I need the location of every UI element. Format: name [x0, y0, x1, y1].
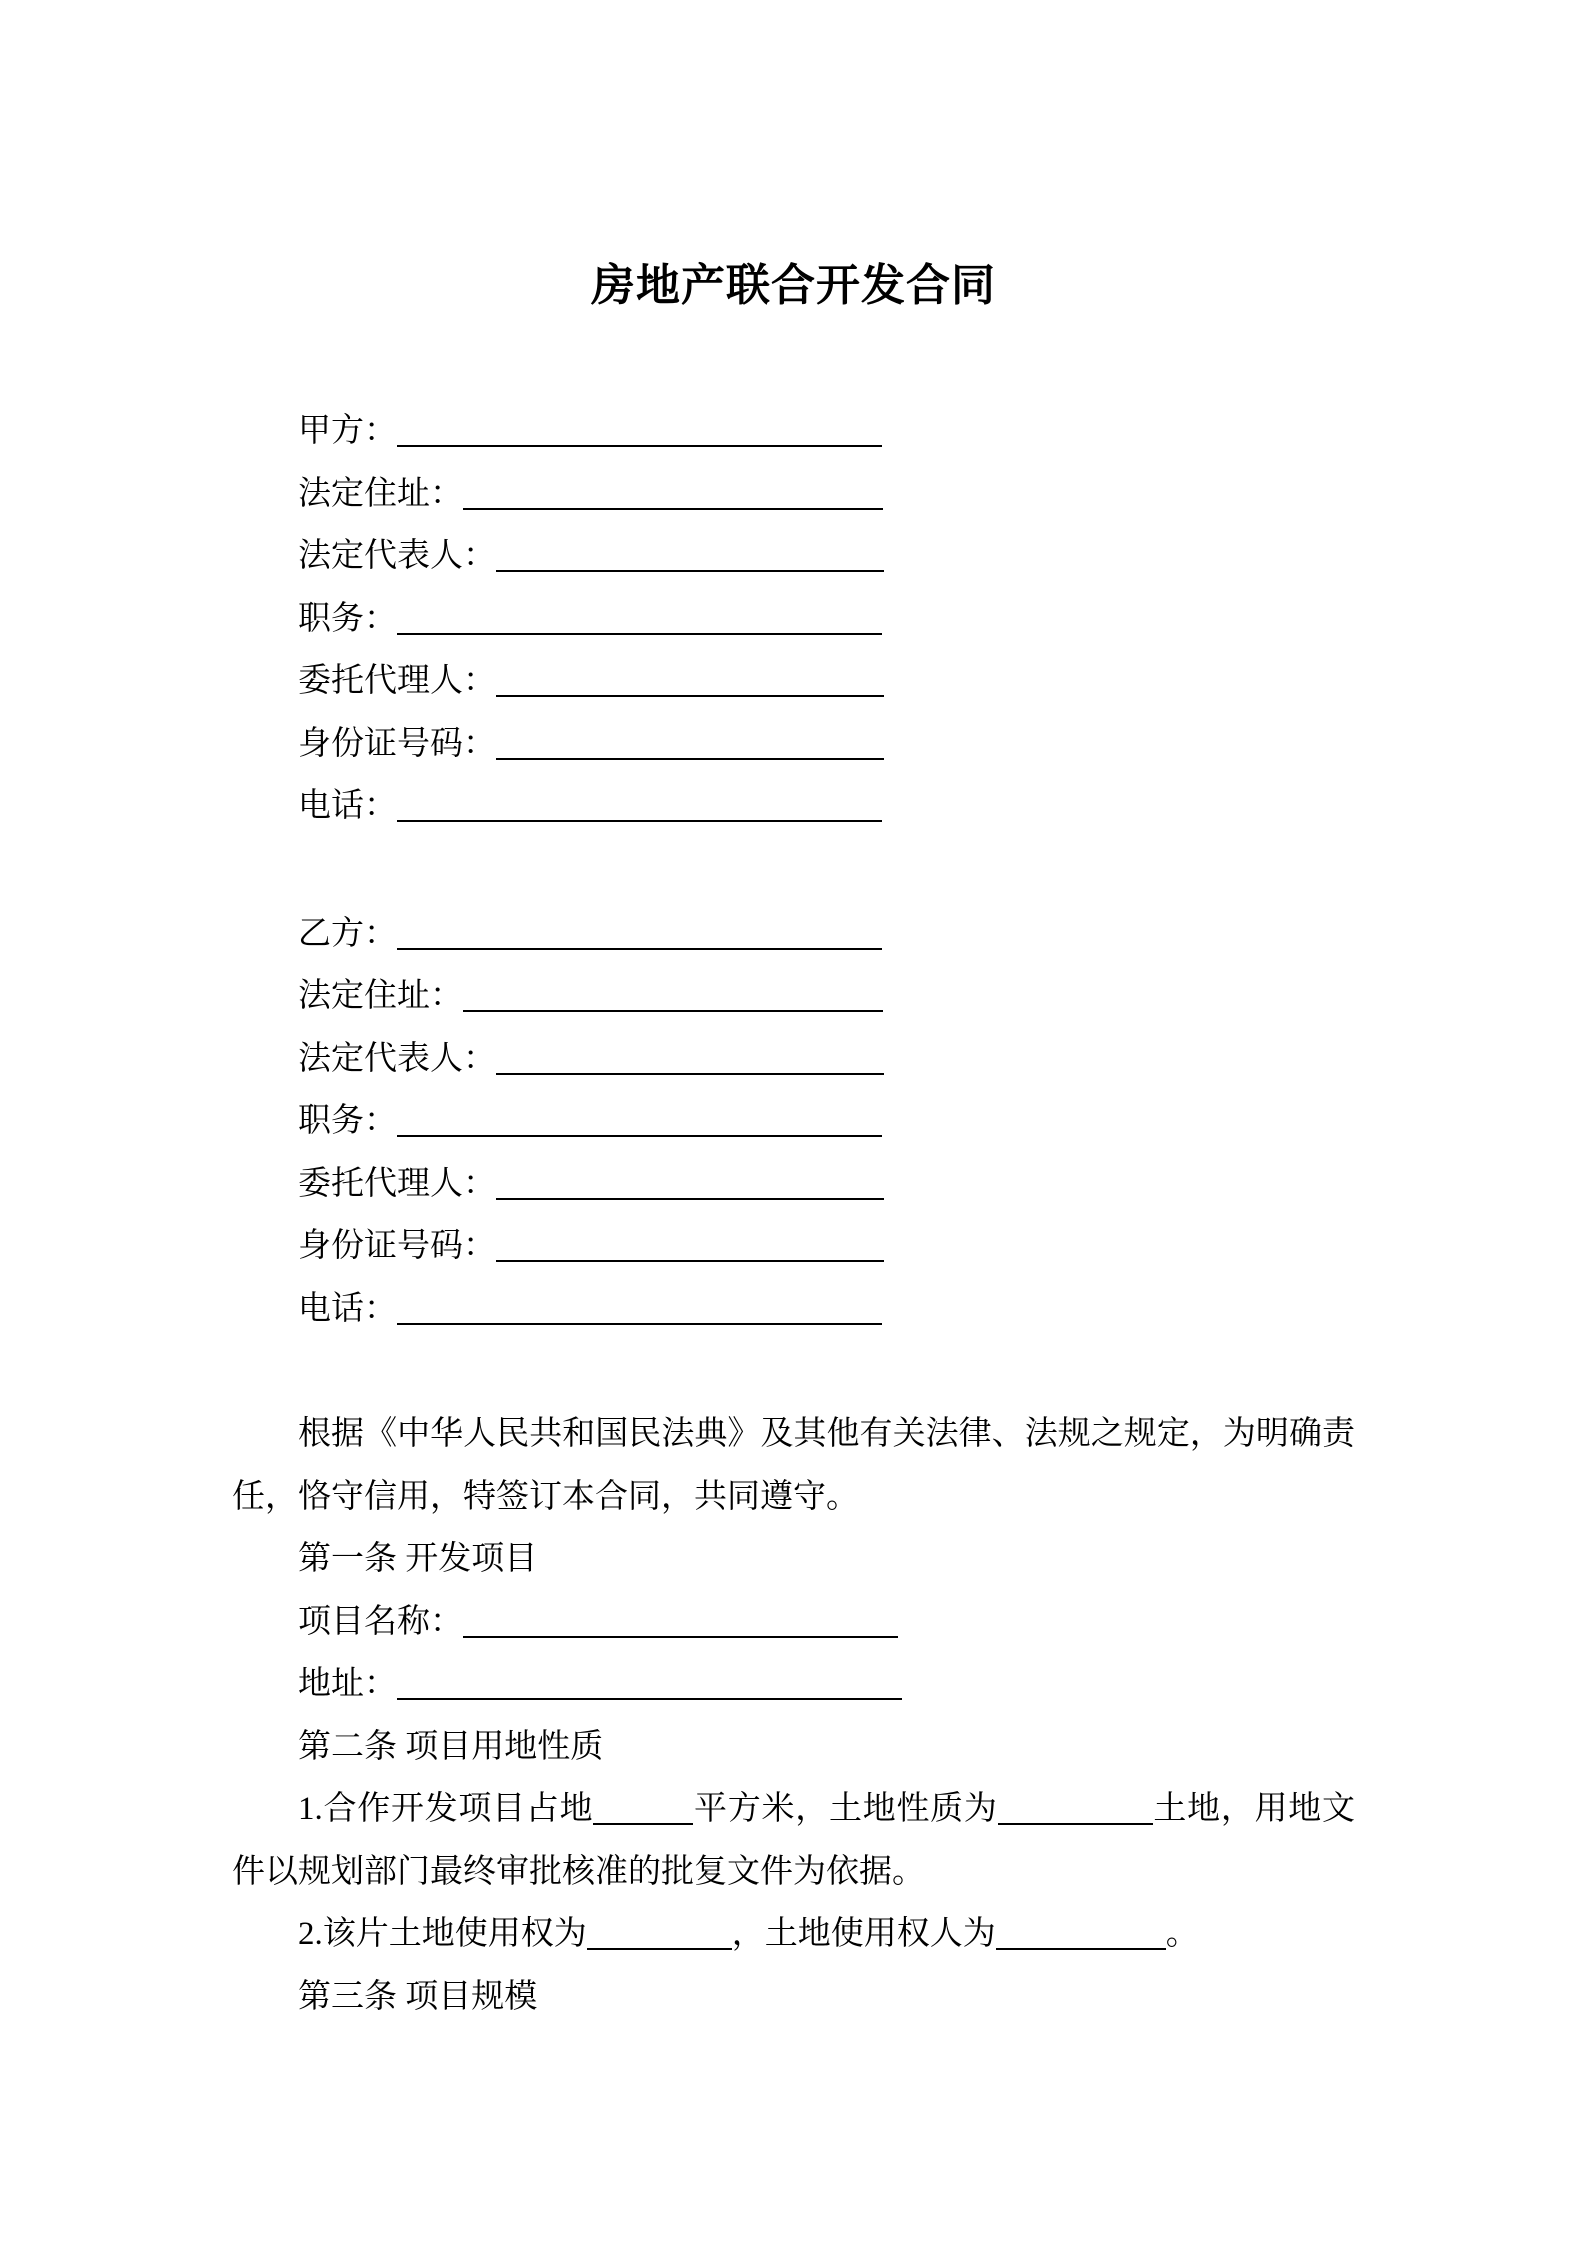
article-3-heading: 第三条 项目规模 [298, 1978, 538, 2015]
clause-text: 。 [1165, 1916, 1199, 1952]
field-label: 电话： [298, 788, 397, 824]
blank-underline [397, 819, 882, 822]
field-label: 电话： [298, 1290, 397, 1327]
field-label: 甲方： [298, 413, 397, 449]
field-project-address [232, 1653, 1355, 1716]
clause-text: 平方米，土地性质为 [693, 1791, 998, 1827]
clause-text: 土地，用地文件以规划部门最终审批核准的批复文件为依据。 [232, 1791, 1356, 1890]
field-party-b-name [232, 903, 1355, 966]
field-label: 地址： [298, 1666, 397, 1702]
blank-underline [998, 1822, 1153, 1825]
field-label: 法定代表人： [298, 1040, 496, 1077]
field-party-a-name [232, 400, 1355, 463]
clause-text: ，土地使用权人为 [731, 1916, 996, 1952]
field-party-b-phone [232, 1278, 1355, 1341]
field-label: 身份证号码： [298, 725, 496, 762]
blank-underline [496, 757, 884, 760]
article-2-heading: 第二条 项目用地性质 [298, 1728, 604, 1765]
field-party-a-id-number [232, 713, 1355, 776]
field-label: 职务： [298, 600, 397, 637]
field-party-a-phone [232, 775, 1355, 838]
blank-underline [397, 947, 882, 950]
field-label: 法定住址： [298, 475, 463, 512]
clause-text: 2.该片土地使用权为 [298, 1916, 587, 1952]
field-party-b-position [232, 1090, 1355, 1153]
field-label: 乙方： [298, 915, 397, 952]
field-party-b-agent [232, 1153, 1355, 1216]
field-party-b-legal-representative [232, 1028, 1355, 1091]
article-2-item-1 [232, 1778, 1355, 1903]
blank-underline [397, 1697, 902, 1700]
blank-underline [397, 444, 882, 447]
blank-underline [463, 1635, 898, 1638]
clauses-section [232, 1403, 1355, 2028]
blank-underline [397, 1322, 882, 1325]
preamble-paragraph: 根据《中华人民共和国民法典》及其他有关法律、法规之规定，为明确责任，恪守信用，特签订本合同，共同遵守。 [232, 1416, 1355, 1515]
article-1-heading: 第一条 开发项目 [298, 1541, 538, 1577]
field-party-a-position [232, 588, 1355, 651]
field-party-a-legal-representative [232, 525, 1355, 588]
clause-text: 1.合作开发项目占地 [298, 1791, 594, 1827]
field-party-a-legal-address [232, 463, 1355, 526]
party-b-section [232, 903, 1355, 1341]
blank-underline [496, 694, 884, 697]
field-project-name [232, 1591, 1355, 1654]
blank-underline [996, 1947, 1166, 1950]
field-label: 身份证号码： [298, 1228, 496, 1264]
party-a-section [232, 400, 1355, 838]
blank-underline [463, 1009, 883, 1012]
blank-underline [496, 1072, 884, 1075]
field-label: 委托代理人： [298, 1165, 496, 1202]
blank-underline [587, 1947, 732, 1950]
blank-underline [397, 632, 882, 635]
field-label: 法定代表人： [298, 538, 496, 574]
document-title: 房地产联合开发合同 [591, 261, 996, 310]
field-party-a-agent [232, 650, 1355, 713]
field-label: 委托代理人： [298, 663, 496, 699]
blank-underline [593, 1822, 693, 1825]
article-2-item-2 [232, 1903, 1355, 1966]
blank-underline [496, 569, 884, 572]
blank-underline [397, 1134, 882, 1137]
field-label: 法定住址： [298, 978, 463, 1014]
field-party-b-legal-address [232, 965, 1355, 1028]
field-label: 职务： [298, 1103, 397, 1139]
blank-underline [463, 507, 883, 510]
blank-underline [496, 1197, 884, 1200]
blank-underline [496, 1259, 884, 1262]
field-party-b-id-number [232, 1215, 1355, 1278]
field-label: 项目名称： [298, 1603, 463, 1640]
